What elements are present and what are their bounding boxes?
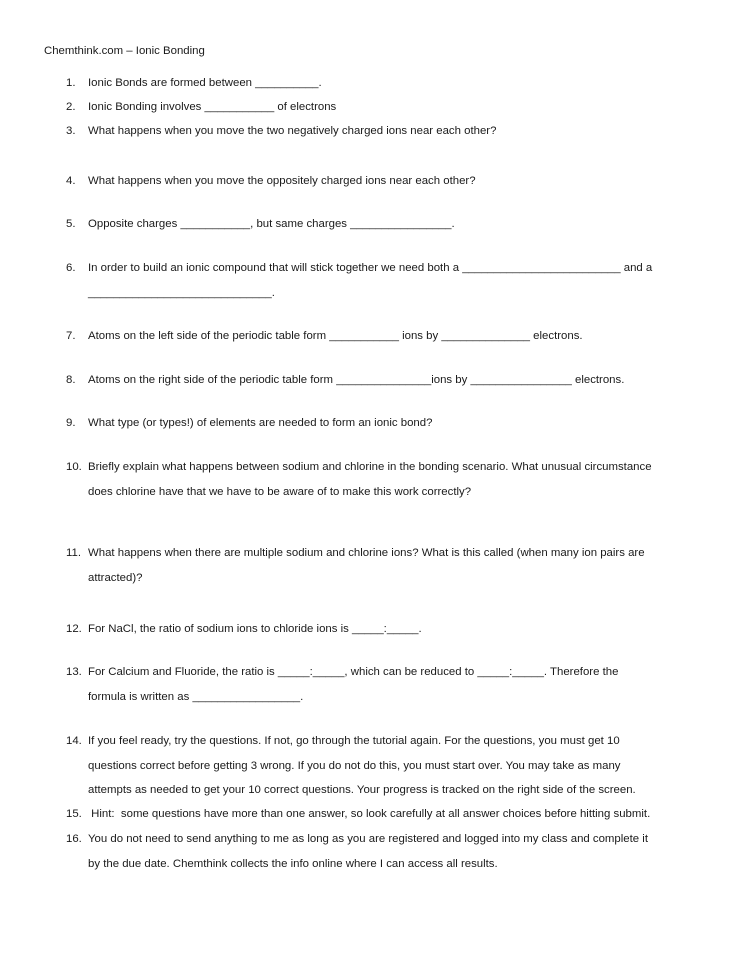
question-number: 5.	[66, 218, 76, 230]
question-number: 7.	[66, 330, 76, 342]
question-number: 14.	[66, 735, 82, 747]
question-text: Atoms on the right side of the periodic table form _______________ions by ________________ electrons.	[88, 374, 625, 386]
question-number: 8.	[66, 374, 76, 386]
question-number: 3.	[66, 125, 76, 137]
question-text: Opposite charges ___________, but same charges ________________.	[88, 218, 455, 230]
question-number: 11.	[66, 547, 81, 559]
question-text: What happens when there are multiple sodium and chlorine ions? What is this called (when many ion pairs are	[88, 547, 645, 559]
document-title: Chemthink.com – Ionic Bonding	[44, 45, 205, 57]
question-text: attracted)?	[88, 571, 143, 584]
question-number: 1.	[66, 77, 76, 89]
question-text: Briefly explain what happens between sodium and chlorine in the bonding scenario. What unusual circumstance	[88, 461, 652, 473]
question-text: Hint: some questions have more than one answer, so look carefully at all answer choices before hitting submit.	[88, 808, 651, 820]
question-text: questions correct before getting 3 wrong. If you do not do this, you must start over. You may take as many	[88, 759, 621, 772]
question-text: by the due date. Chemthink collects the info online where I can access all results.	[88, 857, 498, 870]
question-number: 13.	[66, 666, 82, 678]
question-number: 10.	[66, 461, 82, 473]
question-text: does chlorine have that we have to be aware of to make this work correctly?	[88, 485, 472, 498]
question-text: In order to build an ionic compound that will stick together we need both a _________________________ and a	[88, 262, 653, 274]
question-number: 6.	[66, 262, 76, 274]
question-text: Atoms on the left side of the periodic table form ___________ ions by ______________ electrons.	[88, 330, 583, 342]
question-number: 4.	[66, 175, 76, 187]
question-text: attempts as needed to get your 10 correct questions. Your progress is tracked on the right side of the screen.	[88, 784, 636, 796]
question-text: formula is written as _________________.	[88, 690, 304, 703]
question-text: You do not need to send anything to me as long as you are registered and logged into my class and complete it	[88, 833, 648, 845]
question-text: What type (or types!) of elements are needed to form an ionic bond?	[88, 417, 433, 429]
question-text: Ionic Bonds are formed between __________.	[88, 77, 322, 89]
question-text: For NaCl, the ratio of sodium ions to chloride ions is _____:_____.	[88, 623, 422, 635]
question-text: _____________________________.	[88, 286, 275, 299]
question-text: For Calcium and Fluoride, the ratio is _____:_____, which can be reduced to _____:_____. Therefore the	[88, 666, 619, 678]
question-text: If you feel ready, try the questions. If not, go through the tutorial again. For the questions, you must get 10	[88, 735, 620, 747]
question-text: Ionic Bonding involves ___________ of electrons	[88, 101, 337, 113]
question-number: 16.	[66, 833, 82, 845]
question-number: 15.	[66, 808, 82, 820]
question-number: 12.	[66, 623, 82, 635]
question-number: 9.	[66, 417, 76, 429]
question-number: 2.	[66, 101, 76, 113]
question-text: What happens when you move the two negatively charged ions near each other?	[88, 125, 497, 137]
question-text: What happens when you move the oppositely charged ions near each other?	[88, 175, 476, 187]
